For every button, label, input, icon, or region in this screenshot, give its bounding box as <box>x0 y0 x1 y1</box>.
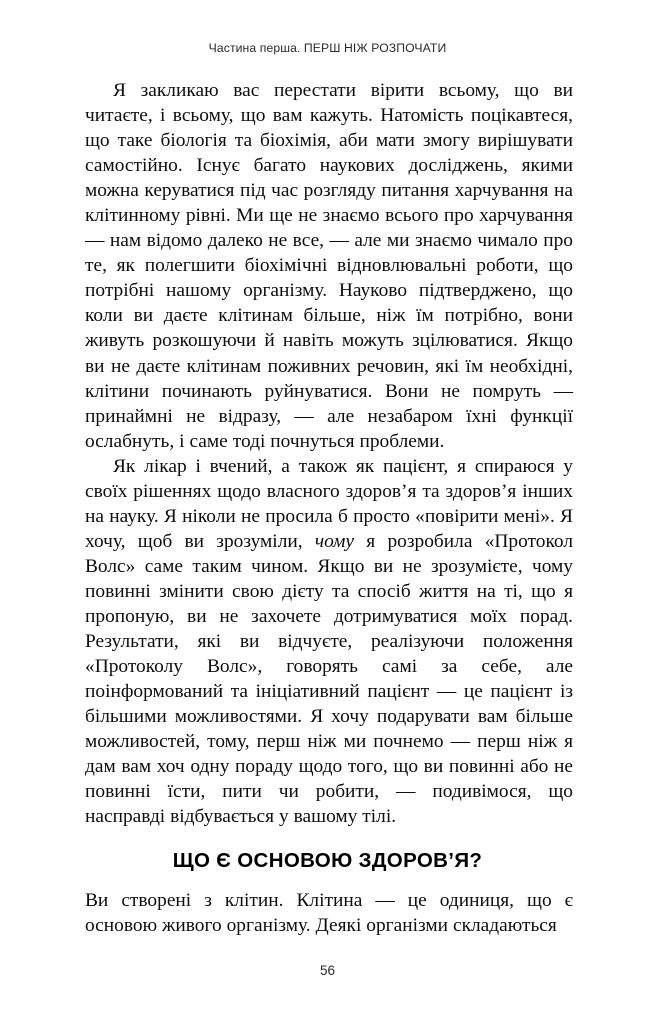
paragraph-2-segment-1: Як лікар і вчений, а також як пацієнт, я спираюся у своїх рішеннях щодо власного здоров’я та здоров’я інших на науку. Я ніколи не просила б просто «повірити мені». Я хочу, щоб ви зрозуміли, <box>85 455 573 552</box>
body-text-column <box>85 78 573 829</box>
section-heading: ЩО Є ОСНОВОЮ ЗДОРОВ’Я? <box>172 849 483 872</box>
paragraph-2-segment-3: я розробила «Протокол Волс» саме таким чином. Якщо ви не зрозумієте, чому повинні змінити свою дієту та спосіб життя на ті, що я пропоную, ви не захочете дотримуватися моїх порад. Результати, які ви відчуєте, реалізуючи положення «Протоколу Волс», говорять самі за себе, але поінформований та ініціативний пацієнт — це пацієнт із більшими можливостями. Я хочу подарувати вам більше можливостей, тому, перш ніж ми почнемо — перш ніж я дам вам хоч одну пораду щодо того, що ви повинні або не повинні їсти, пити чи робити, — подивімося, що насправді відбувається у вашому тілі. <box>85 530 573 828</box>
running-header: Частина перша. ПЕРШ НІЖ РОЗПОЧАТИ <box>208 41 447 55</box>
page-number: 56 <box>319 963 336 978</box>
section-body-column <box>85 888 573 938</box>
paragraph-2-emphasis: чому <box>314 530 355 552</box>
body-paragraph-1: Я закликаю вас перестати вірити всьому, що ви читаєте, і всьому, що вам кажуть. Натомість поцікавтеся, що таке біологія та біохімія, аби мати змогу вирішувати самостійно. Існує багато наукових досліджень, якими можна керуватися під час розгляду питання харчування на клітинному рівні. Ми ще не знаємо всього про харчування — нам відомо далеко не все, — але ми знаємо чимало про те, як полегшити біохімічні відновлювальні роботи, що потрібні нашому організму. Науково підтверджено, що коли ви даєте клітинам більше, ніж їм потрібно, вони живуть розкошуючи й навіть можуть зцілюватися. Якщо ви не даєте клітинам поживних речовин, які їм необхідні, клітини починають руйнуватися. Вони не помруть — принаймні не відразу, — але незабаром їхні функції ослабнуть, і саме тоді почнуться проблеми. <box>85 80 573 452</box>
body-paragraph-3: Ви створені з клітин. Клітина — це одиниця, що є основою живого організму. Деякі організми складаються <box>85 890 573 937</box>
body-paragraph-2 <box>85 454 573 830</box>
